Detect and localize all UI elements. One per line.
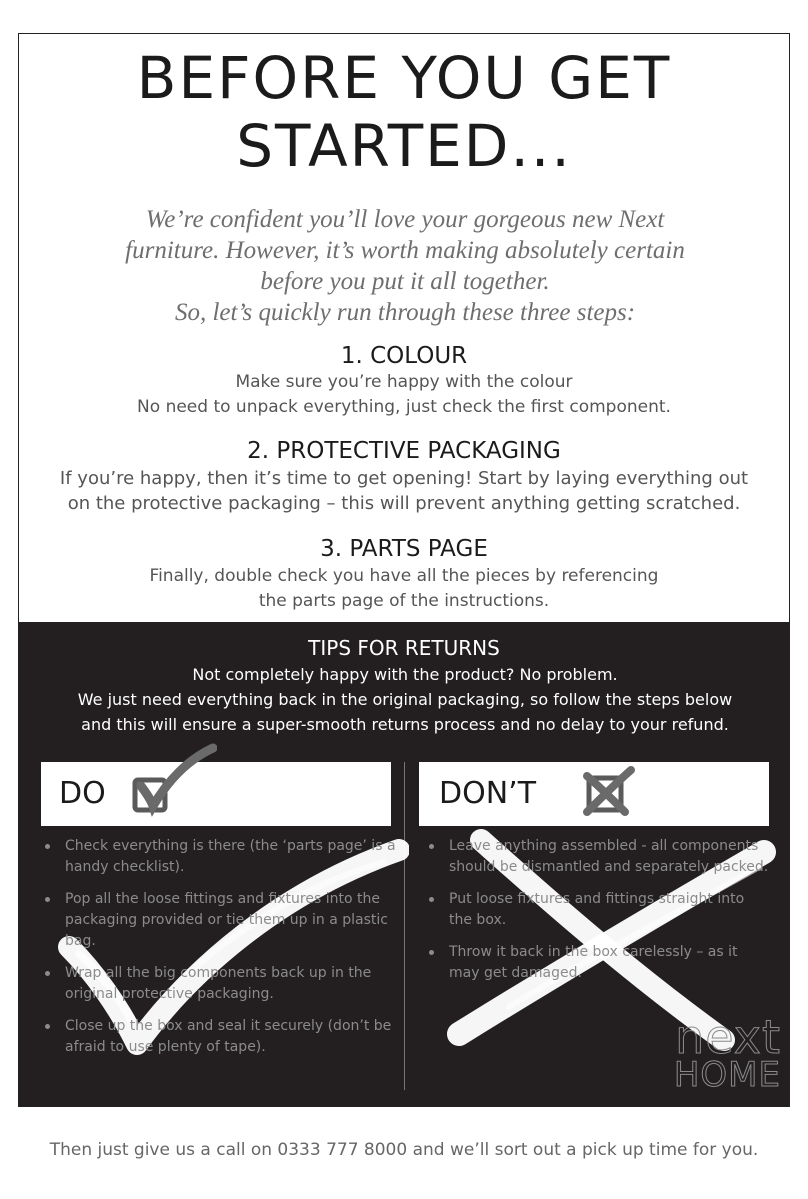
leaflet-frame (18, 33, 790, 1107)
step-3-title: 3. PARTS PAGE (320, 536, 488, 562)
next-home-logo (673, 1010, 781, 1095)
do-label: DO (59, 776, 106, 811)
checkbox-tick-icon (127, 742, 217, 822)
column-divider (404, 762, 405, 1090)
returns-body (29, 662, 781, 737)
step-1-line-1: Make sure you’re happy with the colour (235, 372, 573, 392)
list-item: Pop all the loose fittings and fixtures into the packaging provided or tie them up in a plastic bag. (45, 889, 397, 952)
intro-line-4: So, let’s quickly run through these three steps: (174, 299, 636, 326)
dont-label: DON’T (439, 776, 537, 811)
returns-line-2: We just need everything back in the original packaging, so follow the steps below (77, 690, 733, 709)
list-item: Leave anything assembled - all components should be dismantled and separately packed. (429, 836, 769, 878)
step-2-title: 2. PROTECTIVE PACKAGING (247, 438, 561, 464)
step-3-line-1: Finally, double check you have all the pieces by referencing (149, 566, 659, 586)
do-label-box (41, 762, 391, 826)
step-2-line-1: If you’re happy, then it’s time to get opening! Start by laying everything out (59, 468, 749, 489)
step-1-line-2: No need to unpack everything, just check the first component. (137, 397, 671, 417)
intro-text (39, 204, 771, 328)
intro-line-1: We’re confident you’ll love your gorgeous new Next (145, 206, 665, 233)
step-1-body (19, 370, 789, 420)
returns-line-3: and this will ensure a super-smooth returns process and no delay to your refund. (81, 715, 729, 734)
list-item: Check everything is there (the ‘parts page’ is a handy checklist). (45, 836, 397, 878)
dont-label-box (419, 762, 769, 826)
list-item: Put loose fixtures and fittings straight into the box. (429, 889, 769, 931)
step-2-body (19, 466, 789, 516)
logo-line-1: next (675, 1010, 781, 1064)
list-item: Wrap all the big components back up in the original protective packaging. (45, 963, 397, 1005)
returns-panel (19, 622, 789, 1107)
checkbox-cross-icon (569, 742, 659, 822)
step-3-body (19, 564, 789, 614)
step-2-line-2: on the protective packaging – this will prevent anything getting scratched. (67, 493, 741, 514)
logo-line-2: HOME (673, 1055, 781, 1095)
intro-line-3: before you put it all together. (260, 268, 550, 295)
headline-line-1: BEFORE YOU GET (136, 44, 672, 112)
headline-line-2: STARTED... (236, 112, 572, 180)
returns-line-1: Not completely happy with the product? No problem. (192, 665, 618, 684)
intro-line-2: furniture. However, it’s worth making absolutely certain (125, 237, 685, 264)
footer-text: Then just give us a call on 0333 777 8000 and we’ll sort out a pick up time for you. (49, 1140, 759, 1160)
do-list (45, 836, 397, 1069)
returns-title: TIPS FOR RETURNS (308, 636, 500, 660)
list-item: Throw it back in the box carelessly – as it may get damaged. (429, 942, 769, 984)
list-item: Close up the box and seal it securely (don’t be afraid to use plenty of tape). (45, 1016, 397, 1058)
step-1-title: 1. COLOUR (340, 343, 468, 369)
dont-list (429, 836, 769, 995)
headline (19, 44, 789, 180)
step-3-line-2: the parts page of the instructions. (258, 591, 550, 611)
instructions-section (19, 34, 789, 622)
